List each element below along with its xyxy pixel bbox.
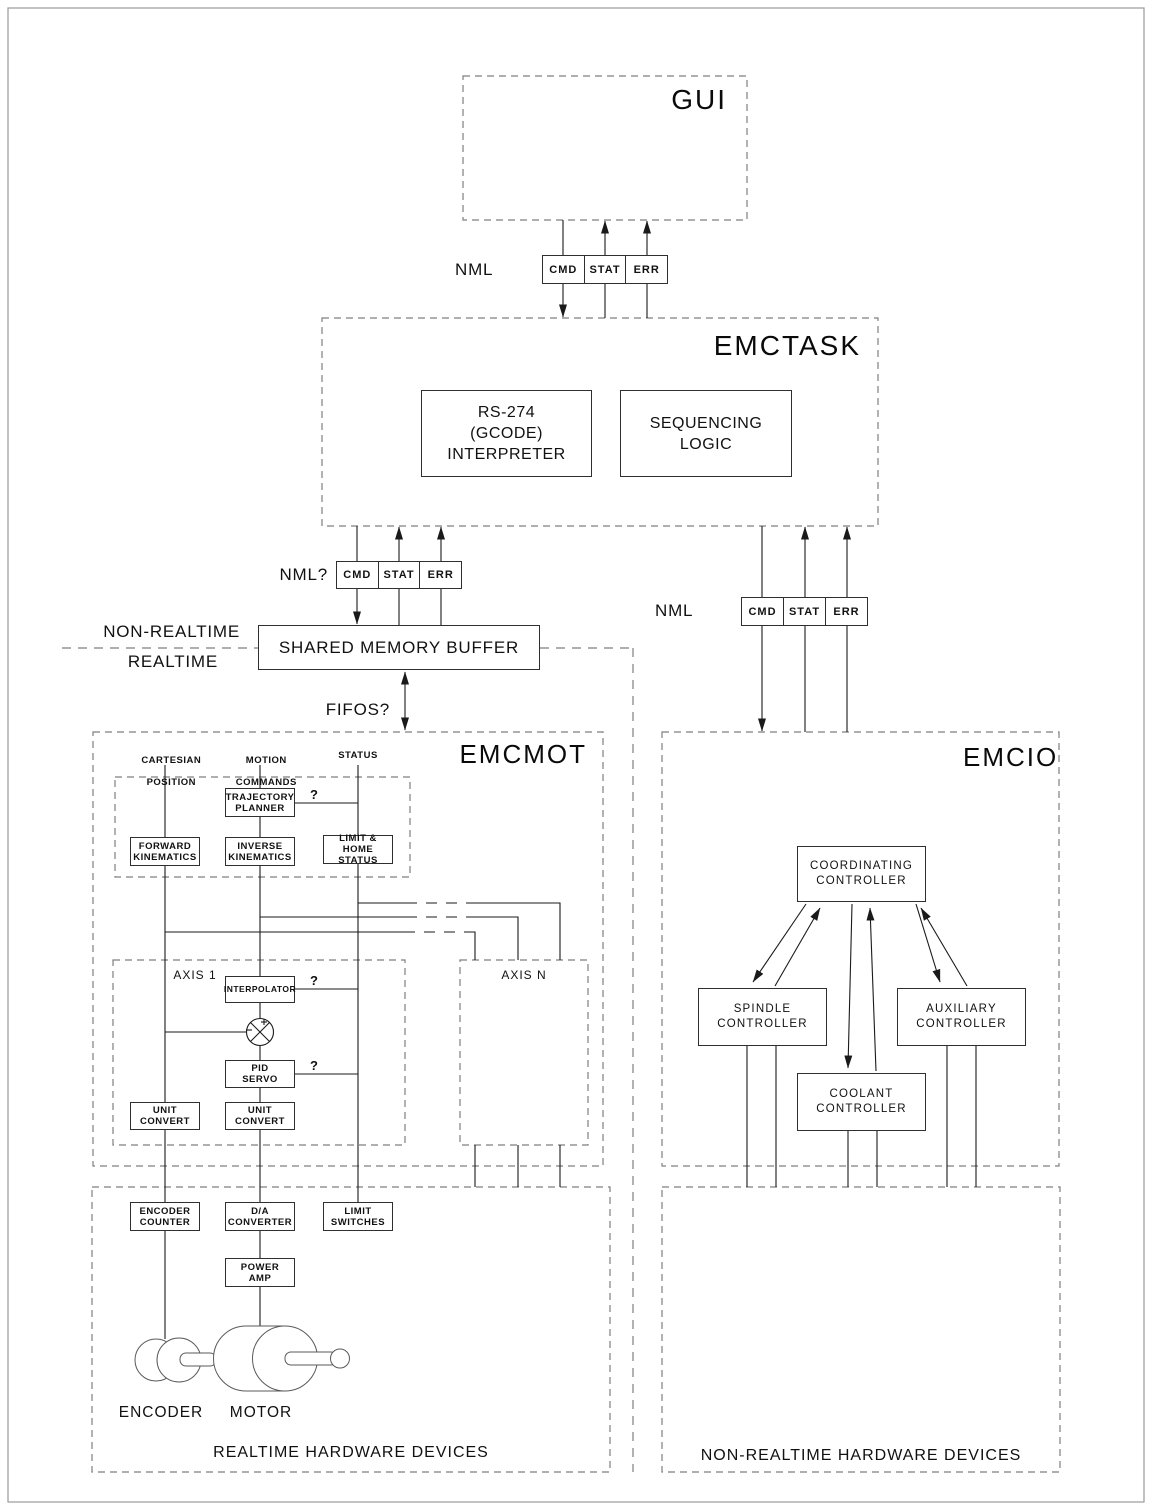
motor-label: MOTOR (229, 1404, 293, 1421)
gcode-interpreter-box (421, 390, 592, 477)
forward-kinematics-box: FORWARD KINEMATICS (130, 837, 200, 866)
axisn-box (460, 960, 588, 1145)
realtime-hardware-title: REALTIME HARDWARE DEVICES (213, 1444, 489, 1461)
emcmot-title: EMCMOT (459, 739, 587, 769)
gcode-interpreter-line1: RS-274 (477, 404, 536, 421)
nonrealtime-hardware-title: NON-REALTIME HARDWARE DEVICES (700, 1447, 1022, 1464)
non-realtime-label: NON-REALTIME (103, 622, 240, 641)
coolant-controller-box: COOLANT CONTROLLER (797, 1073, 926, 1131)
nml-right-cmd-cell: CMD (742, 598, 784, 625)
encoder-counter-box: ENCODER COUNTER (130, 1202, 200, 1231)
shared-memory-buffer-box (258, 625, 540, 670)
sequencing-logic-box (620, 390, 792, 477)
cartesian-position-label: CARTESIAN POSITION (141, 755, 202, 788)
summing-junction-icon (246, 1019, 274, 1046)
nml-top-label: NML (455, 260, 494, 279)
nml-right-label: NML (655, 601, 694, 620)
nml-top-err-cell: ERR (633, 263, 660, 276)
limit-home-status-box: LIMIT & HOME STATUS (323, 835, 393, 864)
nml-top-cmd-cell: CMD (543, 256, 585, 283)
interpolator-question-mark: ? (310, 973, 318, 988)
auxiliary-controller-box: AUXILIARY CONTROLLER (897, 988, 1026, 1046)
encoder-drawing-icon (135, 1338, 216, 1382)
sequencing-logic-line1: SEQUENCING (649, 414, 763, 432)
unit-convert-1-box: UNIT CONVERT (130, 1102, 200, 1130)
pid-question-mark: ? (310, 1058, 318, 1073)
nml-right-buffer (741, 597, 868, 626)
nml-top-buffer (542, 255, 668, 284)
nml-top-stat-cell: STAT (585, 256, 627, 283)
emctask-title: EMCTASK (713, 330, 861, 361)
inverse-kinematics-box: INVERSE KINEMATICS (225, 837, 295, 866)
nonrealtime-hardware-box (662, 1187, 1060, 1472)
nml-mid-buffer (336, 561, 462, 589)
motion-commands-label: MOTION COMMANDS (235, 755, 297, 788)
sequencing-logic-line2: LOGIC (679, 435, 733, 453)
status-label: STATUS (338, 750, 378, 761)
gcode-interpreter-line2: (GCODE) (470, 425, 543, 442)
trajectory-question-mark: ? (310, 787, 318, 802)
encoder-label: ENCODER (118, 1404, 204, 1421)
nml-mid-label: NML? (279, 565, 328, 584)
nml-mid-stat-cell: STAT (379, 562, 421, 588)
nml-right-err-cell: ERR (833, 605, 860, 618)
pid-servo-box: PID SERVO (225, 1060, 295, 1088)
power-amp-box: POWER AMP (225, 1258, 295, 1287)
coordinating-controller-box: COORDINATING CONTROLLER (797, 846, 926, 902)
limit-switches-box: LIMIT SWITCHES (323, 1202, 393, 1231)
realtime-label: REALTIME (127, 652, 218, 671)
gui-title: GUI (671, 84, 727, 115)
nml-mid-err-cell: ERR (427, 569, 454, 581)
interpolator-box: INTERPOLATOR (225, 976, 295, 1003)
emcio-title: EMCIO (963, 742, 1059, 772)
spindle-controller-box: SPINDLE CONTROLLER (698, 988, 827, 1046)
fifos-label: FIFOS? (325, 700, 390, 719)
axis1-label: AXIS 1 (173, 968, 217, 982)
nml-mid-cmd-cell: CMD (337, 562, 379, 588)
unit-convert-2-box: UNIT CONVERT (225, 1102, 295, 1130)
axisn-label: AXIS N (501, 968, 547, 982)
gcode-interpreter-line3: INTERPRETER (447, 446, 566, 463)
trajectory-planner-box: TRAJECTORY PLANNER (225, 788, 295, 817)
shared-memory-buffer-label: SHARED MEMORY BUFFER (278, 638, 520, 657)
nml-right-stat-cell: STAT (784, 598, 826, 625)
da-converter-box: D/A CONVERTER (225, 1202, 295, 1231)
motor-drawing-icon (214, 1326, 350, 1391)
